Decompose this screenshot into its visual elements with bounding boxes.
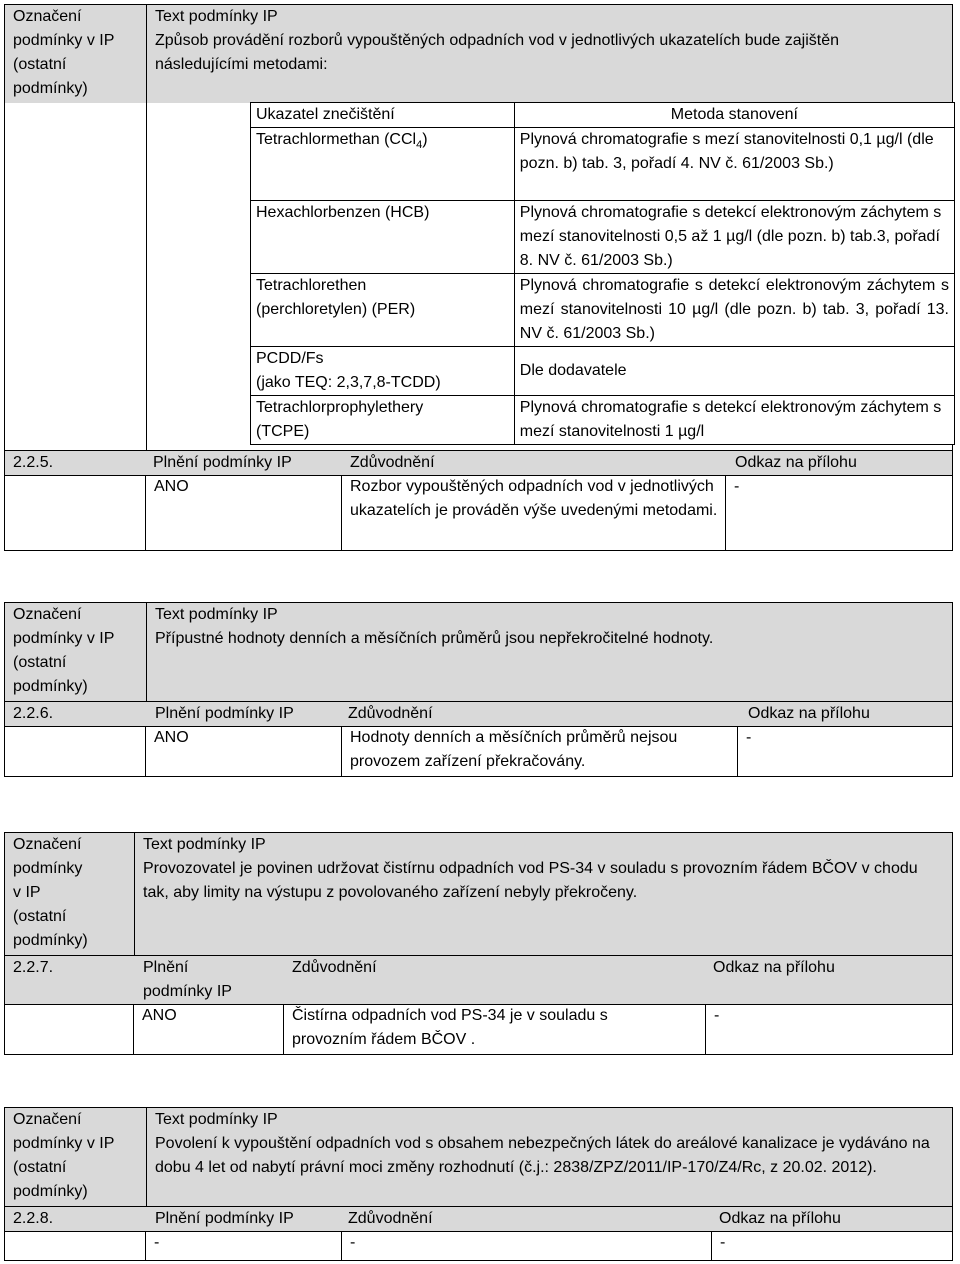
method-desc: Plynová chromatografie s mezí stanovitelnosti 0,1 µg/l (dle pozn. b) tab. 3, pořadí 4. NV č. 61/2003 Sb.) <box>514 128 954 201</box>
col-zduvodneni: Zdůvodnění <box>348 1210 433 1227</box>
empty-cell <box>5 726 145 777</box>
condition-text-body: Přípustné hodnoty denních a měsíčních průměrů jsou nepřekročitelné hodnoty. <box>155 630 714 647</box>
zduvodneni-value: - <box>341 1231 711 1261</box>
col-zduvodneni: Zdůvodnění <box>292 959 377 976</box>
condition-text <box>155 5 952 77</box>
col-zduvodneni: Zdůvodnění <box>348 705 433 722</box>
condition-number: 2.2.7. <box>13 959 54 976</box>
methods-header-metoda: Metoda stanovení <box>514 103 954 128</box>
condition-text <box>155 603 952 651</box>
condition-block-2-2-7 <box>4 832 953 1055</box>
method-desc: Plynová chromatografie s detekcí elektronovým záchytem s mezí stanovitelnosti 10 µg/l (dle pozn. b) tab. 3, pořadí 13. NV č. 61/2003 Sb.) <box>514 274 954 347</box>
col-odkaz: Odkaz na přílohu <box>713 959 835 976</box>
condition-label <box>5 603 147 701</box>
col-plneni: Plnění podmínky IP <box>155 1210 294 1227</box>
empty-cell <box>5 1231 145 1261</box>
zduvodneni-value: Rozbor vypouštěných odpadních vod v jednotlivých ukazatelích je prováděn výše uvedenými metodami. <box>341 475 725 551</box>
method-desc: Plynová chromatografie s detekcí elektronovým záchytem s mezí stanovitelnosti 0,5 až 1 µg/l (dle pozn. b) tab.3, pořadí 8. NV č. 61/2003 Sb.) <box>514 201 954 274</box>
col-odkaz: Odkaz na přílohu <box>735 454 857 471</box>
fulfilment-section <box>5 451 952 551</box>
label-line: Označení <box>13 836 82 853</box>
fulfilment-header <box>5 451 952 476</box>
condition-text-line: následujícími metodami: <box>155 56 328 73</box>
condition-text-body: Provozovatel je povinen udržovat čistírnu odpadních vod PS-34 v souladu s provozním řádem BČOV v chodu tak, aby limity na výstupu z povolovaného zařízení nebyly překročeny. <box>143 860 918 901</box>
odkaz-value: - <box>705 1004 952 1055</box>
label-line: v IP <box>13 884 41 901</box>
fulfilment-section <box>5 956 952 1055</box>
label-line: (ostatní <box>13 908 67 925</box>
odkaz-value: - <box>711 1231 952 1261</box>
text-header: Text podmínky IP <box>155 606 278 623</box>
label-line: Označení <box>13 606 82 623</box>
methods-table <box>250 102 955 445</box>
condition-label <box>5 833 135 955</box>
col-odkaz: Odkaz na přílohu <box>719 1210 841 1227</box>
condition-header <box>5 5 952 451</box>
method-name: Tetrachlormethan (CCl$_4$) <box>251 128 515 201</box>
text-header: Text podmínky IP <box>155 8 278 25</box>
fulfilment-section <box>5 1207 952 1261</box>
condition-header <box>5 1108 952 1207</box>
fulfilment-section <box>5 702 952 777</box>
col-zduvodneni: Zdůvodnění <box>350 454 435 471</box>
label-line: podmínky v IP <box>13 32 115 49</box>
method-desc: Dle dodavatele <box>514 347 954 396</box>
empty-cell <box>5 1004 133 1055</box>
condition-block-2-2-6 <box>4 602 953 777</box>
label-line: (ostatní <box>13 56 67 73</box>
condition-header <box>5 833 952 956</box>
label-line: podmínky) <box>13 932 88 949</box>
plneni-value: - <box>145 1231 341 1261</box>
col-odkaz: Odkaz na přílohu <box>748 705 870 722</box>
condition-label <box>5 5 147 450</box>
label-line: (ostatní <box>13 654 67 671</box>
odkaz-value: - <box>725 475 952 551</box>
condition-number: 2.2.6. <box>13 705 54 722</box>
text-header: Text podmínky IP <box>143 836 266 853</box>
condition-number: 2.2.5. <box>13 454 54 471</box>
zduvodneni-value: Hodnoty denních a měsíčních průměrů nejsou provozem zařízení překračovány. <box>341 726 737 777</box>
col-plneni: Plnění podmínky IP <box>153 454 292 471</box>
plneni-value: ANO <box>145 726 341 777</box>
fulfilment-header <box>5 1207 952 1232</box>
odkaz-value: - <box>737 726 952 777</box>
methods-header-ukazatel: Ukazatel znečištění <box>251 103 515 128</box>
method-name: Hexachlorbenzen (HCB) <box>251 201 515 274</box>
method-name: PCDD/Fs (jako TEQ: 2,3,7,8-TCDD) <box>251 347 515 396</box>
method-name: Tetrachlorethen (perchloretylen) (PER) <box>251 274 515 347</box>
method-desc: Plynová chromatografie s detekcí elektronovým záchytem s mezí stanovitelnosti 1 µg/l <box>514 396 954 445</box>
condition-text <box>155 1108 952 1180</box>
condition-header <box>5 603 952 702</box>
condition-text-line: Způsob provádění rozborů vypouštěných odpadních vod v jednotlivých ukazatelích bude zajištěn <box>155 32 839 49</box>
label-line: (ostatní <box>13 1159 67 1176</box>
label-line: podmínky v IP <box>13 630 115 647</box>
col-plneni-line2: podmínky IP <box>143 983 232 1000</box>
plneni-value: ANO <box>133 1004 283 1055</box>
zduvodneni-value: Čistírna odpadních vod PS-34 je v souladu s provozním řádem BČOV . <box>283 1004 705 1055</box>
label-line: Označení <box>13 8 82 25</box>
label-line: podmínky <box>13 860 83 877</box>
method-name: Tetrachlorprophylethery (TCPE) <box>251 396 515 445</box>
condition-label <box>5 1108 147 1206</box>
col-plneni-line1: Plnění <box>143 959 189 976</box>
condition-block-2-2-5 <box>4 4 953 551</box>
condition-number: 2.2.8. <box>13 1210 54 1227</box>
col-plneni: Plnění podmínky IP <box>155 705 294 722</box>
condition-text <box>143 833 952 905</box>
condition-block-2-2-8 <box>4 1107 953 1261</box>
label-line: Označení <box>13 1111 82 1128</box>
empty-cell <box>5 475 145 551</box>
label-line: podmínky) <box>13 678 88 695</box>
plneni-value: ANO <box>145 475 341 551</box>
text-header: Text podmínky IP <box>155 1111 278 1128</box>
label-line: podmínky v IP <box>13 1135 115 1152</box>
fulfilment-header <box>5 702 952 727</box>
label-line: podmínky) <box>13 80 88 97</box>
label-line: podmínky) <box>13 1183 88 1200</box>
condition-text-body: Povolení k vypouštění odpadních vod s obsahem nebezpečných látek do areálové kanalizace je vydáváno na dobu 4 let od nabytí právní moci změny rozhodnutí (č.j.: 2838/ZPZ/2011/IP-170/Z4/Rc, z 20.02. 2012). <box>155 1135 930 1176</box>
fulfilment-header <box>5 956 952 1005</box>
